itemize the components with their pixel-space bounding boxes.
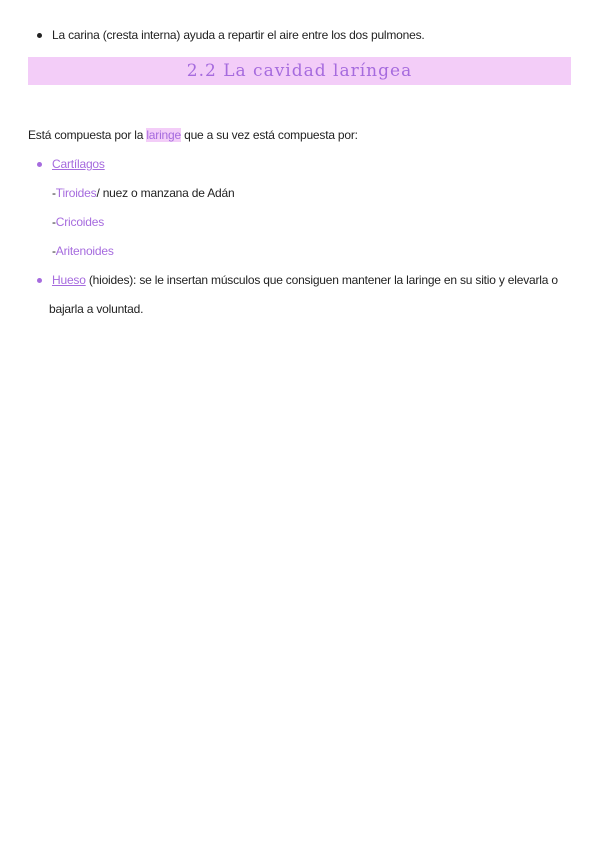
sub-item-aritenoides (52, 243, 114, 259)
carina-text: La carina (cresta interna) ayuda a repartir el aire entre los dos pulmones. (52, 28, 425, 42)
highlighted-term-laringe: laringe (146, 128, 181, 142)
sub-item-dash: - (52, 186, 56, 200)
link-hueso[interactable]: Hueso (52, 273, 86, 287)
hueso-description: (hioides): se le insertan músculos que consiguen mantener la laringe en su sitio y elevarla o (85, 273, 558, 287)
sub-item-dash: - (52, 244, 56, 258)
hueso-description-continued: bajarla a voluntad. (49, 302, 144, 316)
bullet-icon (37, 278, 42, 283)
intro-text-after: que a su vez está compuesta por: (180, 128, 358, 142)
bullet-icon (37, 162, 42, 167)
intro-text-before: Está compuesta por la (28, 128, 147, 142)
list-item-hueso-continuation (49, 301, 143, 317)
section-heading-bar (28, 57, 571, 85)
sub-item-cricoides (52, 214, 104, 230)
section-heading: 2.2 La cavidad laríngea (186, 61, 413, 81)
list-item-cartilagos (52, 156, 105, 172)
bullet-icon (37, 33, 42, 38)
sub-item-tiroides (52, 185, 234, 201)
paragraph-intro (28, 127, 358, 143)
sub-item-dash: - (52, 215, 56, 229)
paragraph-carina (52, 27, 425, 43)
link-cartilagos[interactable]: Cartílagos (52, 157, 105, 171)
list-item-hueso (52, 272, 558, 288)
sub-item-rest: / nuez o manzana de Adán (96, 186, 235, 200)
term-aritenoides: Aritenoides (55, 244, 114, 258)
term-cricoides: Cricoides (55, 215, 105, 229)
term-tiroides: Tiroides (55, 186, 97, 200)
